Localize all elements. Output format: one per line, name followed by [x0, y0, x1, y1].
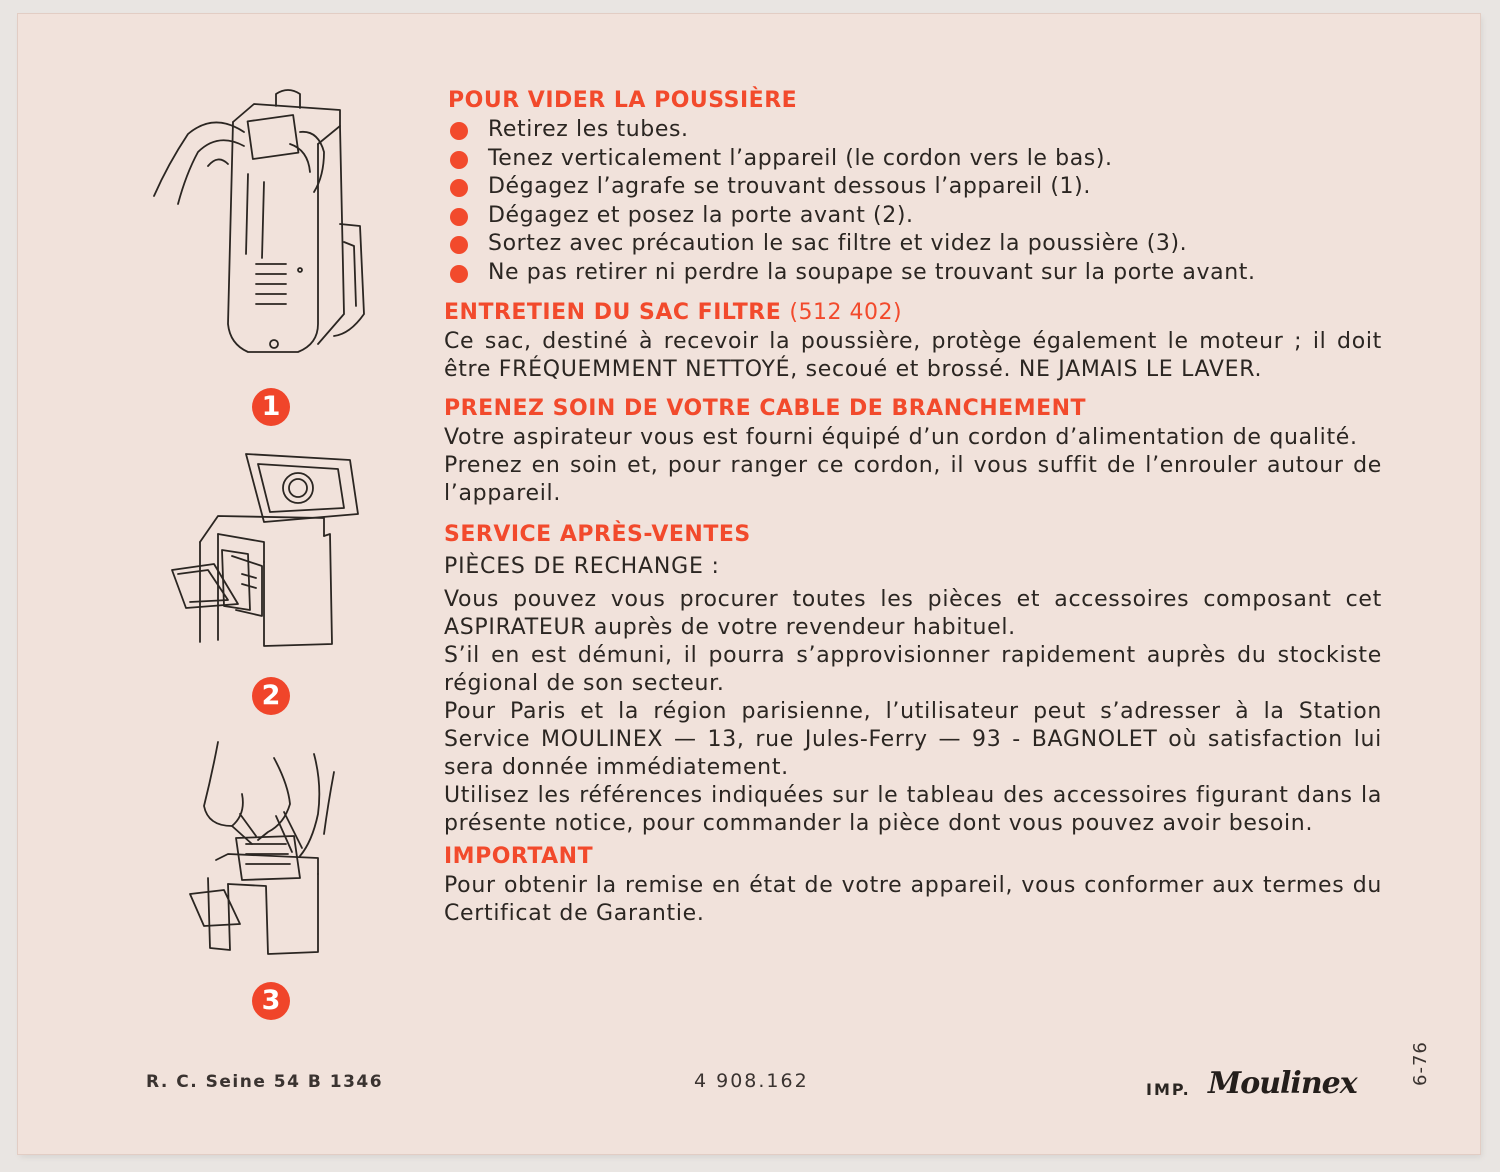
- instructions-content: [444, 86, 1382, 928]
- section-vider-title: POUR VIDER LA POUSSIÈRE: [448, 88, 798, 113]
- cable-paragraph-2: Prenez en soin et, pour ranger ce cordon, il vous suffit de l’enrouler autour de l’appareil.: [444, 452, 1382, 506]
- service-subtitle: PIÈCES DE RECHANGE :: [444, 553, 720, 579]
- step-text: avec précaution le sac filtre et videz la poussière (3).: [561, 231, 1188, 257]
- figure-number-3: 3: [252, 982, 290, 1020]
- section-important-title: IMPORTANT: [444, 843, 594, 869]
- illustrations-column: [18, 14, 438, 1074]
- important-body: Pour obtenir la remise en état de votre appareil, vous conformer aux termes du Certificat de Garantie.: [444, 872, 1382, 926]
- step-lead: Sortez: [488, 231, 562, 257]
- bullet-icon: [450, 179, 468, 197]
- entretien-ref: (512 402): [789, 299, 903, 325]
- vider-step-1: [444, 116, 1382, 145]
- illustrations-drawing: [18, 14, 438, 1074]
- vider-step-2: [444, 145, 1382, 174]
- service-paragraph-3: Pour Paris et la région parisienne, l’utilisateur peut s’adresser à la Station Service MOULINEX — 13, rue Jules-Ferry — 93 - BAGNOLET où satisfaction lui sera donnée immédiatement.: [444, 698, 1382, 780]
- cable-paragraph-1: Votre aspirateur vous est fourni équipé d’un cordon d’alimentation de qualité.: [444, 424, 1358, 450]
- vider-step-4: [444, 202, 1382, 231]
- notice-page: [18, 14, 1480, 1154]
- section-important: [444, 842, 1382, 928]
- registration-number: R. C. Seine 54 B 1346: [146, 1072, 384, 1092]
- section-cable-title: PRENEZ SOIN DE VOTRE CABLE DE BRANCHEMENT: [444, 395, 1087, 421]
- figure-2-drawing: [172, 454, 358, 646]
- section-vider: [444, 86, 1382, 288]
- figure-1-drawing: [154, 90, 364, 352]
- step-text: l’agrafe se trouvant dessous l’appareil (1).: [589, 174, 1091, 200]
- printer-label: IMP.: [1146, 1080, 1191, 1099]
- step-text: ni perdre la soupape se trouvant sur la porte avant.: [647, 259, 1256, 285]
- section-entretien: [444, 298, 1382, 384]
- step-lead: Retirez: [488, 117, 569, 142]
- step-lead: Tenez: [488, 145, 554, 171]
- step-lead: Ne pas retirer: [488, 259, 648, 285]
- step-text: et posez la porte avant (2).: [589, 202, 914, 228]
- figure-number-1: 1: [252, 388, 290, 426]
- figure-number-2: 2: [252, 677, 290, 715]
- step-lead: Dégagez: [488, 174, 590, 200]
- section-service: [444, 520, 1382, 838]
- entretien-body: Ce sac, destiné à recevoir la poussière, protège également le moteur ; il doit être FRÉQUEMMENT NETTOYÉ, secoué et brossé. NE JAMAIS LE LAVER.: [444, 328, 1382, 382]
- vider-steps: [444, 116, 1382, 288]
- bullet-icon: [450, 122, 468, 140]
- bullet-icon: [450, 236, 468, 254]
- bullet-icon: [450, 265, 468, 283]
- figure-3-drawing: [190, 742, 334, 954]
- step-lead: Dégagez: [488, 202, 590, 228]
- service-paragraph-2: S’il en est démuni, il pourra s’approvisionner rapidement auprès du stockiste régional de son secteur.: [444, 642, 1382, 696]
- entretien-title-text: ENTRETIEN DU SAC FILTRE: [444, 299, 782, 325]
- bullet-icon: [450, 151, 468, 169]
- moulinex-logo: Moulinex: [1208, 1066, 1357, 1101]
- vider-step-5: [444, 230, 1382, 259]
- step-text: les tubes.: [568, 117, 689, 142]
- vider-step-3: [444, 173, 1382, 202]
- section-cable: [444, 394, 1382, 508]
- section-service-title: SERVICE APRÈS-VENTES: [444, 521, 751, 547]
- bullet-icon: [450, 208, 468, 226]
- section-entretien-title: [444, 298, 1382, 328]
- service-paragraph-1: Vous pouvez vous procurer toutes les pièces et accessoires composant cet ASPIRATEUR auprès de votre revendeur habituel.: [444, 586, 1382, 640]
- document-code: 4 908.162: [694, 1070, 809, 1092]
- service-paragraph-4: Utilisez les références indiquées sur le tableau des accessoires figurant dans la présente notice, pour commander la pièce dont vous pouvez avoir besoin.: [444, 782, 1382, 836]
- step-text: verticalement l’appareil (le cordon vers le bas).: [553, 145, 1113, 171]
- date-code: 6-76: [1410, 1041, 1431, 1086]
- vider-step-6: [444, 259, 1382, 288]
